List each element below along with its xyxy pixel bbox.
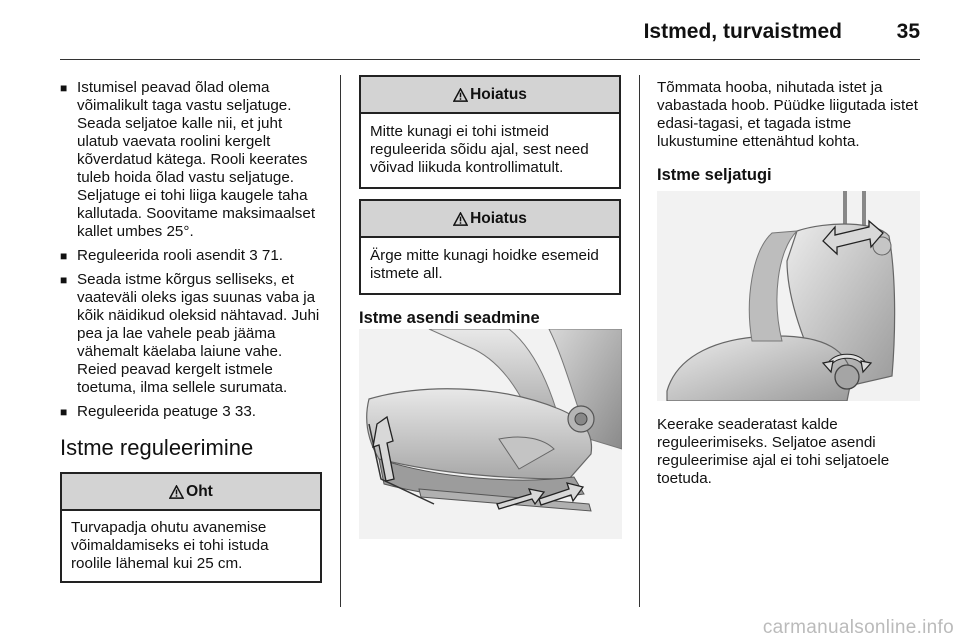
warning-triangle-icon — [453, 88, 468, 102]
watermark: carmanualsonline.info — [762, 617, 954, 638]
danger-box-label: Oht — [186, 482, 213, 500]
caution-box-1-label: Hoiatus — [470, 85, 527, 103]
header-rule — [60, 59, 920, 60]
backrest-instructions: Keerake seaderatast kalde reguleerimiseks. Seljatoe asendi reguleerimise ajal ei tohi seljatoele toetuda. — [657, 416, 890, 487]
column-divider — [639, 75, 640, 607]
middle-column — [359, 75, 621, 328]
caution-box-1 — [359, 75, 621, 189]
instruction-list — [60, 79, 325, 421]
danger-box — [60, 472, 322, 583]
right-column — [657, 79, 919, 185]
page-header-title: Istmed, turvaistmed — [643, 20, 842, 43]
danger-box-text: Turvapadja ohutu avanemise võimaldamiseks ei tohi istuda roolile lähemal kui 25 cm. — [71, 519, 269, 572]
caution-box-1-text: Mitte kunagi ei tohi istmeid reguleerida sõidu ajal, sest need võivad liikuda kontrollimatult. — [370, 123, 589, 176]
list-item: ■ Istumisel peavad õlad olema võimalikult taga vastu seljatuge. Seada seljatoe kalle nii, et juht ulatub vaevata roolini kergelt kõverdatud kätega. Rooli keerates tuleb hoida õlad vastu seljatuge. Seljatuge ei tohi liiga kaugele taha kallutada. Soovitame maksimaalset kallet umbes 25°. — [60, 79, 325, 241]
warning-triangle-icon — [453, 212, 468, 226]
seat-backrest-figure — [657, 191, 920, 401]
caution-box-2-label: Hoiatus — [470, 209, 527, 227]
list-item: ■ Seada istme kõrgus selliseks, et vaateväli oleks igas suunas vaba ja kõik näidikud oleksid nähtavad. Juhi pea ja lae vahele peab jääma vähemalt käelaba laiune vahe. Reied peavad kergelt istmele toetuma, ilma sellele surumata. — [60, 271, 325, 397]
subheading-backrest: Istme seljatugi — [657, 166, 772, 184]
warning-triangle-icon — [169, 485, 184, 499]
caution-box-2 — [359, 199, 621, 295]
caution-box-1-title — [361, 77, 619, 114]
seat-position-illustration-icon — [359, 329, 622, 539]
list-item: ■ Reguleerida rooli asendit 3 71. — [60, 247, 325, 265]
right-column-lower — [657, 416, 919, 488]
section-heading: Istme reguleerimine — [60, 435, 254, 460]
column-divider — [340, 75, 341, 607]
seat-slide-instructions: Tõmmata hooba, nihutada istet ja vabastada hoob. Püüdke liigutada istet edasi-tagasi, et tagada istme lukustumine ettenähtud kohta. — [657, 79, 918, 150]
caution-box-2-text: Ärge mitte kunagi hoidke esemeid istmete all. — [370, 247, 599, 282]
left-column — [60, 79, 325, 583]
danger-box-title — [62, 474, 320, 511]
caution-box-2-title — [361, 201, 619, 238]
seat-backrest-illustration-icon — [657, 191, 920, 401]
subheading-seat-position: Istme asendi seadmine — [359, 309, 540, 327]
seat-position-figure — [359, 329, 622, 539]
list-item: ■ Reguleerida peatuge 3 33. — [60, 403, 325, 421]
page-number: 35 — [896, 20, 920, 43]
